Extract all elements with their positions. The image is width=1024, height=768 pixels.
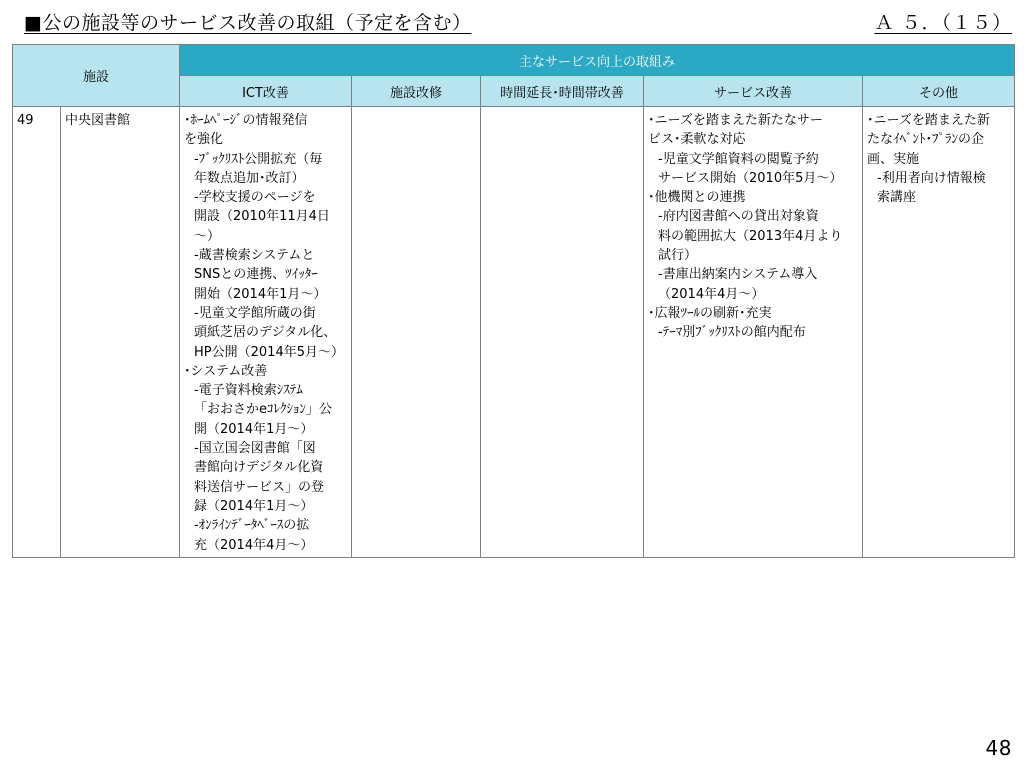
cell-line: たなｲﾍﾞﾝﾄ･ﾌﾟﾗﾝの企	[867, 132, 985, 148]
cell-service	[644, 107, 863, 558]
cell-line: サービス開始（2010年5月～）	[658, 170, 843, 186]
cell-line: 年数点追加･改訂）	[194, 170, 305, 186]
cell-line: ･広報ﾂｰﾙの刷新･充実	[648, 305, 772, 321]
cell-line: -ﾃｰﾏ別ﾌﾞｯｸﾘｽﾄの館内配布	[658, 325, 806, 341]
cell-line: -府内図書館への貸出対象資	[658, 209, 819, 225]
cell-ict	[180, 107, 352, 558]
cell-line: ･ニーズを踏まえた新たなサー	[648, 113, 823, 128]
cell-line: 「おおさかeｺﾚｸｼｮﾝ」公	[194, 402, 333, 418]
cell-line: 索講座	[877, 190, 917, 206]
cell-line: 試行）	[658, 248, 698, 264]
col-header-facility-renovation: 施設改修	[352, 76, 481, 107]
cell-line: 開（2014年1月～）	[194, 421, 314, 437]
cell-line: ビス･柔軟な対応	[648, 132, 746, 148]
cell-line: -学校支援のページを	[194, 190, 316, 206]
cell-line: 書館向けデジタル化資	[194, 460, 324, 476]
cell-line: 画、実施	[867, 151, 920, 167]
cell-line: SNSとの連携、ﾂｲｯﾀｰ	[194, 267, 318, 283]
cell-line: -児童文学館所蔵の街	[194, 305, 316, 321]
table-row	[13, 107, 1015, 558]
cell-other	[863, 107, 1015, 558]
facility-name: 中央図書館	[61, 107, 180, 558]
cell-line: 開設（2010年11月4日	[194, 209, 330, 225]
cell-line: -電子資料検索ｼｽﾃﾑ	[194, 383, 303, 399]
page-title: ■公の施設等のサービス改善の取組（予定を含む）	[24, 12, 472, 34]
cell-line: 開始（2014年1月～）	[194, 286, 327, 302]
cell-line: -蔵書検索システムと	[194, 248, 315, 264]
document-reference: Ａ ５．（１５）	[874, 12, 1012, 34]
cell-line: 料の範囲拡大（2013年4月より	[658, 228, 843, 244]
facility-header: 施設	[13, 45, 180, 107]
col-header-other: その他	[863, 76, 1015, 107]
cell-line: -書庫出納案内システム導入	[658, 267, 818, 283]
cell-line: -利用者向け情報検	[877, 170, 986, 186]
col-header-service: サービス改善	[644, 76, 863, 107]
cell-line: ･システム改善	[184, 363, 268, 379]
cell-line: -児童文学館資料の閲覧予約	[658, 151, 819, 167]
cell-line: 料送信サービス」の登	[194, 479, 325, 495]
col-header-hours: 時間延長･時間帯改善	[481, 76, 644, 107]
service-improvement-table	[12, 44, 1015, 558]
cell-line: ･他機関との連携	[648, 190, 746, 206]
cell-facility-renovation	[352, 107, 481, 558]
cell-line: -国立国会図書館「図	[194, 441, 316, 457]
group-header: 主なサービス向上の取組み	[180, 45, 1015, 76]
cell-line: HP公開（2014年5月～）	[194, 344, 344, 360]
row-number: 49	[13, 107, 61, 558]
cell-line: ･ニーズを踏まえた新	[867, 113, 990, 128]
cell-line: 頭紙芝居のデジタル化、	[194, 325, 337, 341]
col-header-ict: ICT改善	[180, 76, 352, 107]
cell-hours	[481, 107, 644, 558]
cell-line: 充（2014年4月～）	[194, 537, 314, 553]
cell-line: -ｵﾝﾗｲﾝﾃﾞｰﾀﾍﾞｰｽの拡	[194, 518, 310, 534]
page-number: 48	[985, 736, 1012, 760]
cell-line: を強化	[184, 132, 224, 148]
cell-line: ･ﾎｰﾑﾍﾟｰｼﾞの情報発信	[184, 113, 308, 128]
cell-line: （2014年4月～）	[658, 286, 765, 302]
cell-line: 録（2014年1月～）	[194, 498, 314, 514]
cell-line: -ﾌﾞｯｸﾘｽﾄ公開拡充（毎	[194, 151, 323, 167]
cell-line: ～）	[194, 228, 221, 244]
